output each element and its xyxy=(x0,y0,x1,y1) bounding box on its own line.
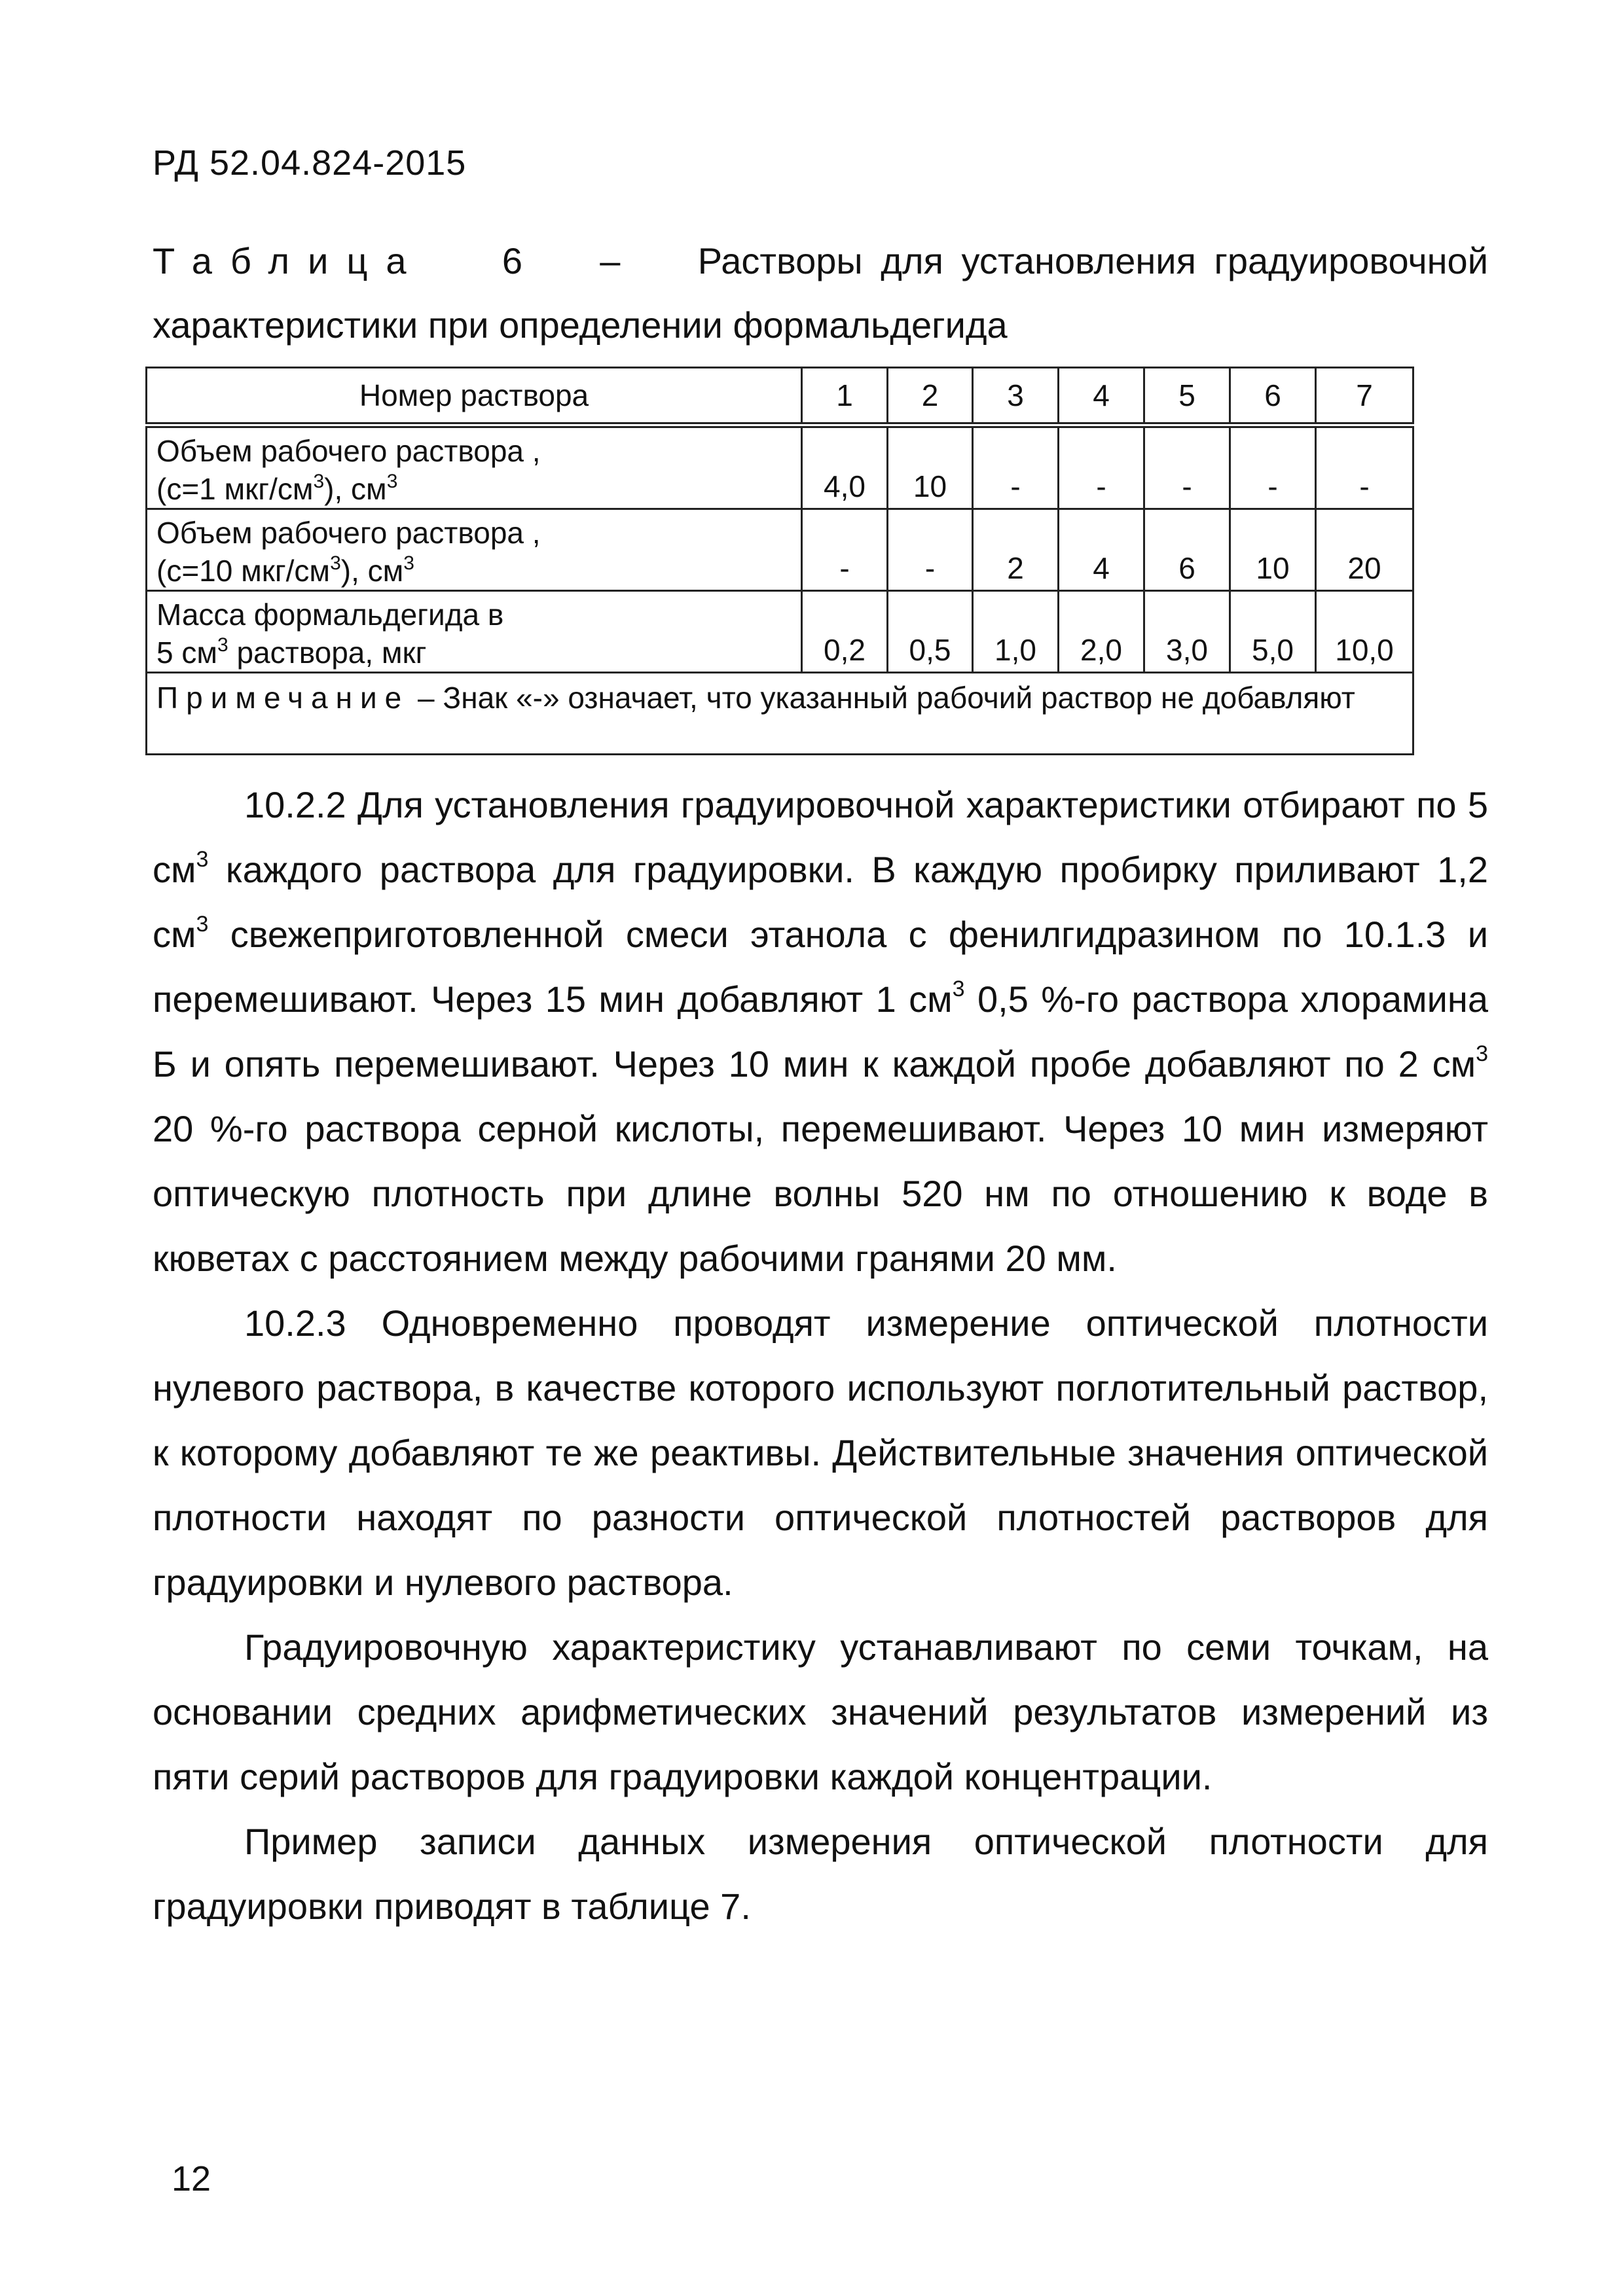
table-cell: 5,0 xyxy=(1230,591,1316,673)
row-label-unit: ), см xyxy=(340,554,404,588)
table-cell: - xyxy=(1316,425,1413,509)
row-label-line-1: Объем рабочего раствора , xyxy=(156,434,541,468)
table-caption xyxy=(153,229,1488,357)
table-note-row xyxy=(147,673,1413,755)
superscript: 3 xyxy=(196,847,209,872)
row-label-unit: раствора, мкг xyxy=(228,636,427,670)
note-heading: Примечание xyxy=(156,681,410,715)
header-col-4: 4 xyxy=(1059,368,1144,425)
table-cell: - xyxy=(1059,425,1144,509)
header-col-2: 2 xyxy=(888,368,973,425)
table-cell: - xyxy=(1144,425,1230,509)
row-label xyxy=(147,425,802,509)
row-label xyxy=(147,591,802,673)
header-col-1: 1 xyxy=(802,368,888,425)
header-col-5: 5 xyxy=(1144,368,1230,425)
caption-title-line-1: Растворы для установления градуировочной xyxy=(697,240,1488,281)
header-solution-number: Номер раствора xyxy=(147,368,802,425)
table-cell: 0,5 xyxy=(888,591,973,673)
row-label-line-1: Масса формальдегида в xyxy=(156,598,504,632)
row-label-line-1: Объем рабочего раствора , xyxy=(156,516,541,550)
table-cell: 2,0 xyxy=(1059,591,1144,673)
header-col-7: 7 xyxy=(1316,368,1413,425)
row-label-line-2: 5 см xyxy=(156,636,217,670)
solutions-table xyxy=(145,367,1414,755)
table-cell: 4,0 xyxy=(802,425,888,509)
table-cell: 10 xyxy=(888,425,973,509)
caption-dash: – xyxy=(600,240,621,281)
text-run: 20 %-го раствора серной кислоты, перемешивают. Через 10 мин измеряют оптическую плотность при длине волны 520 нм по отношению к воде в кюветах с расстоянием между рабочими гранями 20 мм. xyxy=(153,1108,1488,1279)
header-col-6: 6 xyxy=(1230,368,1316,425)
text-run: 0,5 %-го раствора хлорамина Б и опять перемешивают. Через 10 мин к каждой пробе добавляют по 2 см xyxy=(153,978,1488,1085)
page-number: 12 xyxy=(172,2159,211,2198)
body-text xyxy=(153,772,1488,1939)
superscript: 3 xyxy=(386,471,398,492)
table-cell: 2 xyxy=(973,509,1059,591)
row-label-unit: ), см xyxy=(324,472,387,506)
superscript: 3 xyxy=(403,552,414,574)
row-label-line-2: (с=10 мкг/см xyxy=(156,554,331,588)
table-note xyxy=(147,673,1413,755)
caption-line-1 xyxy=(153,229,1488,293)
text-run: 10.2.2 Для установления градуировочной характеристики отбирают по 5 см xyxy=(153,784,1488,890)
caption-label: Таблица xyxy=(153,240,425,281)
superscript: 3 xyxy=(330,552,341,574)
table-cell: - xyxy=(1230,425,1316,509)
table-cell: 10,0 xyxy=(1316,591,1413,673)
superscript: 3 xyxy=(217,634,228,656)
table-row xyxy=(147,425,1413,509)
document-code: РД 52.04.824-2015 xyxy=(153,143,467,183)
table-cell: 10 xyxy=(1230,509,1316,591)
paragraph-calibration: Градуировочную характеристику устанавливают по семи точкам, на основании средних арифметических значений результатов измерений из пяти серий растворов для градуировки каждой концентрации. xyxy=(153,1626,1488,1797)
table-cell: 6 xyxy=(1144,509,1230,591)
superscript: 3 xyxy=(196,912,209,937)
header-col-3: 3 xyxy=(973,368,1059,425)
table-row xyxy=(147,591,1413,673)
row-label xyxy=(147,509,802,591)
text-run: свежеприготовленной смеси этанола с фенилгидразином по 10.1.3 и перемешивают. Через 15 мин добавляют 1 см xyxy=(153,914,1488,1020)
superscript: 3 xyxy=(1476,1041,1488,1066)
caption-number: 6 xyxy=(501,240,523,281)
table-cell: - xyxy=(888,509,973,591)
paragraph-10-2-3: 10.2.3 Одновременно проводят измерение оптической плотности нулевого раствора, в качестве которого используют поглотительный раствор, к которому добавляют те же реактивы. Действительные значения оптической плотности находят по разности оптической плотностей растворов для градуировки и нулевого раствора. xyxy=(153,1302,1488,1603)
superscript: 3 xyxy=(952,977,965,1001)
row-label-line-2: (с=1 мкг/см xyxy=(156,472,314,506)
table-cell: 1,0 xyxy=(973,591,1059,673)
superscript: 3 xyxy=(313,471,325,492)
paragraph-10-2-2 xyxy=(153,772,1488,1291)
table-row xyxy=(147,509,1413,591)
table-cell: 4 xyxy=(1059,509,1144,591)
caption-title-line-2: характеристики при определении формальдегида xyxy=(153,304,1008,346)
table-cell: - xyxy=(802,509,888,591)
table-cell: 20 xyxy=(1316,509,1413,591)
text-run: каждого раствора для градуировки. В каждую пробирку приливают 1,2 см xyxy=(153,849,1488,955)
paragraph-example: Пример записи данных измерения оптической плотности для градуировки приводят в таблице 7. xyxy=(153,1821,1488,1927)
note-text: – Знак «-» означает, что указанный рабочий раствор не добавляют xyxy=(418,681,1355,715)
table-header-row xyxy=(147,368,1413,425)
table-cell: 0,2 xyxy=(802,591,888,673)
table-cell: 3,0 xyxy=(1144,591,1230,673)
table-cell: - xyxy=(973,425,1059,509)
